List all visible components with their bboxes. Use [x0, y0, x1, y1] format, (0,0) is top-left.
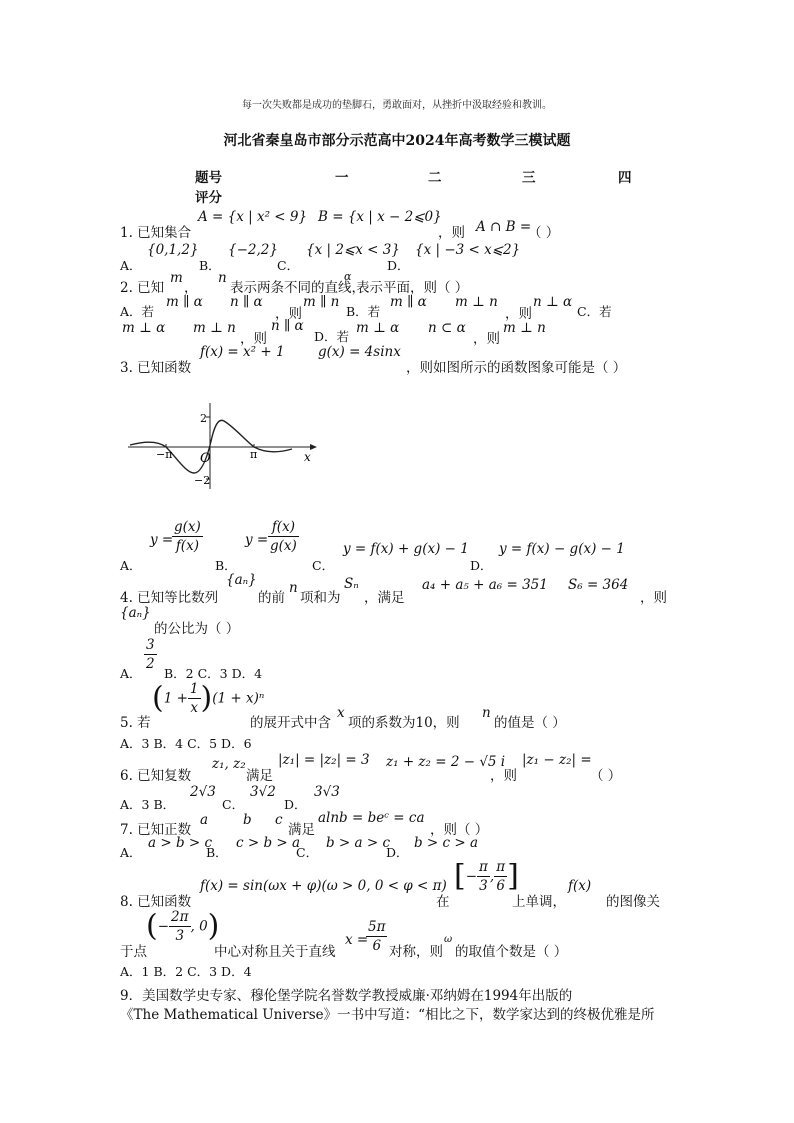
q2-var-m: m — [170, 270, 183, 286]
q8-part2: 上单调， — [512, 894, 566, 910]
q8-options: A．1 B．2 C．3 D．4 — [120, 964, 252, 979]
q3-option-a-den: f(x) — [175, 538, 199, 554]
q2-option-a-then: ，则 — [275, 306, 302, 322]
q2-option-c-then: ，则 — [240, 331, 267, 347]
q4-eq2: S₆ = 364 — [568, 577, 629, 593]
q2-option-a-1: m ∥ α — [166, 294, 203, 310]
q8-interval-minus: − — [465, 868, 478, 885]
graph-label-origin: O — [200, 451, 211, 466]
q5-n: n — [482, 705, 491, 721]
q1-paren: （ ） — [528, 225, 560, 241]
q8-point-minus: − — [157, 918, 170, 935]
q2-stem-b: 表示两条不同的直线， — [230, 280, 365, 296]
q8-f: f(x) = sin(ωx + φ)(ω > 0, 0 < φ < π) — [200, 878, 447, 894]
q8-x-eq: x = — [345, 932, 369, 948]
q7-eq: alnb = beᶜ = ca — [318, 810, 425, 826]
q4-part3: 项和为 — [300, 590, 341, 606]
q7-a: a — [200, 812, 209, 828]
q2-option-b-label: B．若 — [346, 304, 381, 319]
q3-option-d-label: D． — [470, 558, 493, 573]
q3-option-a-fraction — [172, 518, 203, 555]
q6-eq3: |z₁ − z₂| = — [522, 752, 592, 768]
q9-line-1: 9．美国数学史专家、穆伦堡学院名誉数学教授威廉·邓纳姆在1994年出版的 — [120, 988, 573, 1004]
q3-option-a-label: A． — [120, 558, 142, 573]
q8-interval-den-1: 3 — [479, 878, 488, 894]
q8-point-lparen: ( — [146, 908, 158, 944]
q6-option-c-label: C． — [222, 797, 245, 812]
graph-label-minus-2: −2 — [194, 474, 211, 487]
q8-point-den: 3 — [175, 928, 185, 944]
q3-option-c-label: C． — [312, 558, 335, 573]
q6-paren: （ ） — [590, 768, 622, 784]
q8-interval-den-2: 6 — [496, 878, 505, 894]
table-label-score: 评分 — [195, 190, 222, 206]
q3-function-graph — [120, 395, 330, 495]
q5-options: A．3 B．4 C．5 D．6 — [120, 736, 252, 751]
q6-option-d: 3√3 — [314, 784, 340, 800]
q5-expr-lparen: ( — [152, 680, 164, 716]
q6-z: z₁, z₂ — [212, 756, 246, 772]
q3-option-a-num: g(x) — [174, 519, 201, 535]
q5-tail2: 项的系数为10，则 — [348, 715, 460, 731]
q4-option-a-label: A． — [120, 666, 142, 681]
q2-option-c-label: C．若 — [577, 304, 612, 319]
q3-f: f(x) = x² + 1 — [200, 344, 285, 360]
q2-option-d-3: m ⊥ n — [503, 320, 546, 336]
q8-f2: f(x) — [568, 878, 592, 894]
q4-option-a-num: 3 — [146, 637, 155, 653]
q2-option-c-1: m ⊥ α — [122, 320, 166, 336]
q4-option-a-den: 2 — [146, 656, 155, 672]
q7-part2: 满足 — [288, 822, 315, 838]
graph-x-arrow — [310, 444, 317, 450]
q4-n: n — [289, 580, 298, 596]
q8-interval-comma: , — [489, 868, 495, 885]
q4-part6: 的公比为（ ） — [154, 621, 240, 637]
q1-set-a: A = {x | x² < 9} — [198, 209, 308, 225]
q2-sep: ， — [184, 280, 198, 296]
q2-option-b-2: m ⊥ n — [455, 294, 498, 310]
q7-option-b-label: B． — [206, 845, 228, 860]
q7-part3: ，则（ ） — [430, 822, 489, 838]
q1-expr: A ∩ B = — [476, 219, 532, 235]
q4-options-rest: B．2 C．3 D．4 — [164, 666, 263, 681]
q3-option-b-label: B． — [215, 558, 237, 573]
q7-option-b: c > b > a — [236, 835, 301, 851]
q1-option-a-label: A． — [120, 258, 142, 273]
q2-stem-c: 表示平面，则（ ） — [356, 280, 469, 296]
q2-stem: 2. 已知 — [120, 280, 165, 296]
q4-option-a-fraction — [144, 636, 157, 673]
q1-option-d: {x | −3 < x⩽2} — [415, 242, 521, 258]
q5-expr-fraction — [188, 680, 201, 717]
q5-x: x — [337, 705, 345, 721]
q8-point — [146, 908, 219, 945]
q3-option-b-den: g(x) — [270, 538, 297, 554]
q2-option-d-label: D．若 — [314, 329, 350, 344]
q4-sn: Sₙ — [344, 576, 359, 592]
q7-b: b — [243, 812, 252, 828]
q4-seq: {aₙ} — [226, 572, 257, 588]
q5-expr-rparen: ) — [200, 680, 213, 716]
q5-tail3: 的值是（ ） — [494, 715, 566, 731]
q6-options-ab: A．3 B． — [120, 797, 176, 812]
q3-option-b-y: y = — [245, 532, 269, 548]
table-col-1: 一 — [335, 170, 349, 186]
q8-point-rparen: ) — [207, 908, 220, 944]
q6-eq1: |z₁| = |z₂| = 3 — [278, 752, 370, 768]
q7-option-d: b > c > a — [414, 835, 479, 851]
q9-line-2: 《The Mathematical Universe》一书中写道：“相比之下，数学家达到的终极优雅是所 — [120, 1007, 655, 1023]
q6-option-b: 2√3 — [190, 784, 216, 800]
q2-option-a-3: m ∥ n — [303, 294, 340, 310]
table-col-3: 三 — [522, 170, 536, 186]
q2-option-a-2: n ∥ α — [230, 294, 263, 310]
q3-option-b-fraction — [268, 518, 299, 555]
q6-part3: ，则 — [490, 768, 517, 784]
q5-tail: 的展开式中含 — [250, 715, 331, 731]
q2-option-d-2: n ⊂ α — [428, 320, 466, 336]
q4-part2: 的前 — [258, 590, 285, 606]
exam-title: 河北省秦皇岛市部分示范高中2024年高考数学三模试题 — [223, 133, 571, 149]
q6-option-c: 3√2 — [250, 784, 276, 800]
q7-option-a: a > b > c — [148, 835, 213, 851]
q8-line2a: 于点 — [120, 944, 147, 960]
q2-option-d-then: ，则 — [473, 331, 500, 347]
graph-label-2: 2 — [200, 412, 207, 425]
q8-line-frac — [366, 918, 387, 955]
q6-part2: 满足 — [246, 768, 273, 784]
q5-expr-num: 1 — [189, 681, 199, 697]
q8-point-num: 2π — [171, 909, 189, 925]
q5-expr-tail: (1 + x)ⁿ — [212, 690, 265, 707]
q4-part4: ，满足 — [364, 590, 405, 606]
q1-stem: 1. 已知集合 — [120, 225, 192, 241]
q7-c: c — [275, 812, 283, 828]
q8-part3: 的图像关 — [606, 894, 660, 910]
table-col-2: 二 — [428, 170, 442, 186]
q3-stem: 3. 已知函数 — [120, 360, 192, 376]
q7-stem: 7. 已知正数 — [120, 822, 192, 838]
q8-interval-frac-2 — [494, 858, 507, 895]
q2-var-alpha: α — [344, 270, 352, 283]
table-col-4: 四 — [618, 170, 632, 186]
q4-eq1: a₄ + a₅ + a₆ = 351 — [422, 577, 548, 593]
q7-option-c: b > a > c — [326, 835, 391, 851]
q5-expr-den: x — [190, 700, 199, 716]
q7-option-a-label: A． — [120, 845, 142, 860]
q5-expr-one: 1 + — [163, 690, 188, 707]
q8-interval-num-2: π — [496, 859, 506, 875]
q4-part5: ，则 — [640, 590, 667, 606]
q7-option-c-label: C． — [296, 845, 319, 860]
q8-interval-frac-1 — [477, 858, 490, 895]
q8-line-den: 6 — [372, 938, 382, 954]
q4-stem: 4. 已知等比数列 — [120, 590, 219, 606]
q5-stem: 5. 若 — [120, 715, 151, 731]
q8-interval — [454, 858, 519, 895]
q8-point-tail: , 0 — [190, 918, 208, 935]
q8-stem: 8. 已知函数 — [120, 894, 192, 910]
q2-option-b-then: ，则 — [505, 306, 532, 322]
q1-set-b: B = {x | x − 2⩽0} — [318, 209, 442, 225]
q5-expression — [152, 680, 264, 717]
q3-option-a-y: y = — [150, 532, 174, 548]
q2-option-c-2: m ⊥ n — [193, 320, 236, 336]
header-motto: 每一次失败都是成功的垫脚石，勇敢面对，从挫折中汲取经验和教训。 — [242, 100, 552, 111]
q8-interval-num-1: π — [479, 859, 488, 875]
q3-g: g(x) = 4sinx — [318, 344, 401, 360]
q3-option-d: y = f(x) − g(x) − 1 — [499, 541, 625, 557]
q2-option-b-3: n ⊥ α — [533, 294, 573, 310]
q1-option-b: {−2,2} — [228, 242, 278, 258]
q1-option-a: {0,1,2} — [147, 242, 199, 258]
q8-interval-lbracket: [ — [454, 858, 466, 894]
q8-in: 在 — [436, 894, 450, 910]
q8-line-num: 5π — [368, 919, 386, 935]
q2-option-c-3: n ∥ α — [271, 318, 304, 334]
graph-label-pi: π — [250, 448, 258, 461]
q3-tail: ，则如图所示的函数图象可能是（ ） — [406, 360, 627, 376]
q6-option-d-label: D． — [284, 797, 307, 812]
graph-label-minus-pi: −π — [156, 448, 173, 461]
q2-option-d-1: m ⊥ α — [356, 320, 400, 336]
q8-point-frac — [169, 908, 190, 945]
q6-eq2: z₁ + z₂ = 2 − √5 i — [386, 754, 506, 770]
q8-omega: ω — [444, 934, 453, 945]
q8-line2d: 的取值个数是（ ） — [455, 944, 568, 960]
q2-var-n: n — [218, 270, 227, 286]
q2-option-a-label: A．若 — [120, 304, 155, 319]
q1-option-b-label: B． — [199, 258, 221, 273]
q3-option-b-num: f(x) — [268, 518, 299, 537]
q8-line2c: 对称，则 — [389, 944, 443, 960]
q8-line2b: 中心对称且关于直线 — [214, 944, 336, 960]
q1-stem-b: ，则 — [438, 225, 465, 241]
q7-option-d-label: D． — [386, 845, 409, 860]
q2-option-b-1: m ∥ α — [390, 294, 427, 310]
table-label-number: 题号 — [195, 170, 222, 186]
q4-seq-2: {aₙ} — [120, 605, 151, 621]
q8-interval-rbracket: ] — [507, 858, 519, 894]
q1-option-d-label: D． — [387, 258, 410, 273]
q1-option-c-label: C． — [277, 258, 300, 273]
graph-label-x: x — [304, 450, 311, 464]
q1-option-c: {x | 2⩽x < 3} — [306, 242, 400, 258]
q6-stem: 6. 已知复数 — [120, 768, 192, 784]
q3-option-c: y = f(x) + g(x) − 1 — [343, 541, 469, 557]
